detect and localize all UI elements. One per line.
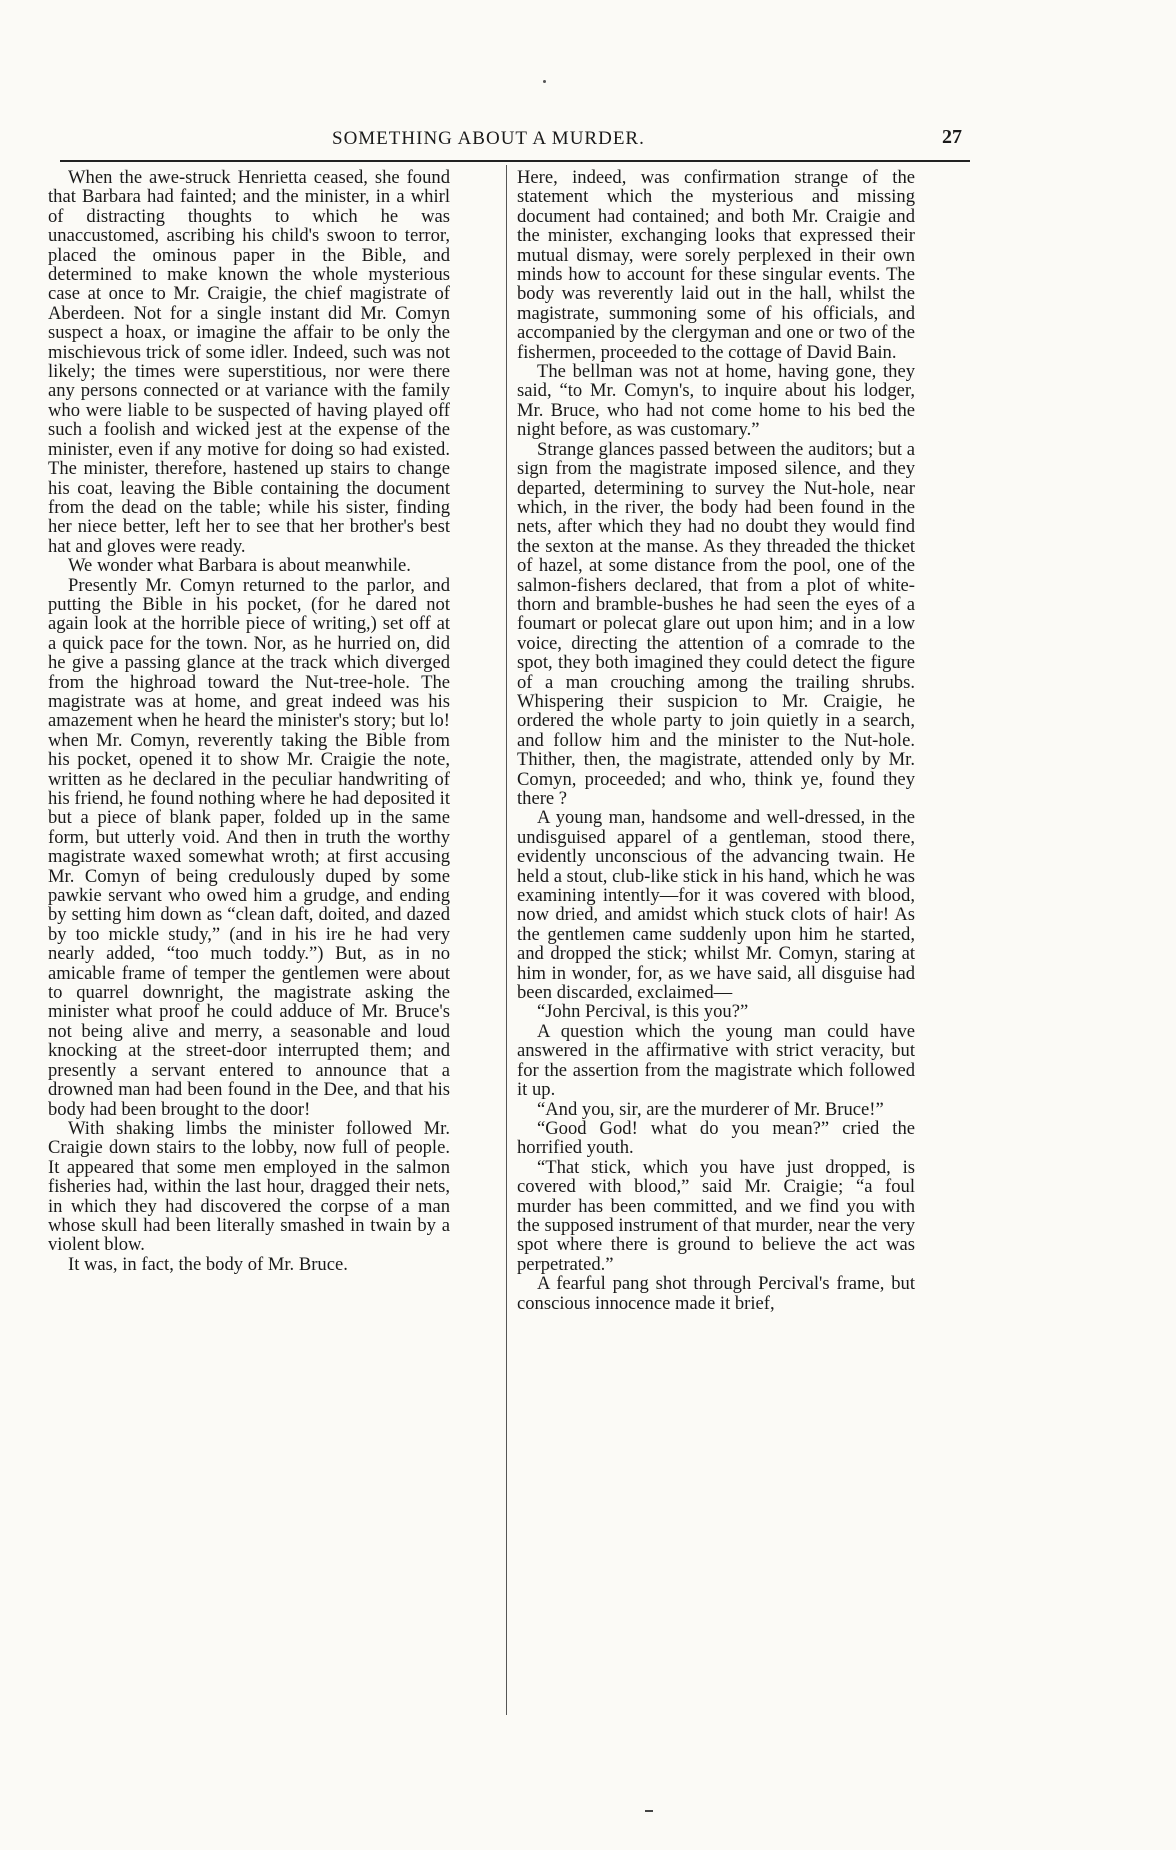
ink-mark bbox=[645, 1810, 653, 1812]
page-header bbox=[62, 128, 962, 154]
ink-speck bbox=[543, 80, 546, 83]
paragraph: When the awe-struck Henrietta ceased, she found that Barbara had fainted; and the minister, in a whirl of distracting thoughts to which he was unaccustomed, ascribing his child's swoon to terror, placed the ominous paper in the Bible, and determined to make known the whole mysterious case at once to Mr. Craigie, the chief magistrate of Aberdeen. Not for a single instant did Mr. Comyn suspect a hoax, or imagine the affair to be only the mischievous trick of some idler. Indeed, such was not likely; the times were superstitious, nor were there any persons connected or at variance with the family who were liable to be suspected of having played off such a foolish and wicked jest at the expense of the minister, even if any motive for doing so had existed. The minister, therefore, hastened up stairs to change his coat, leaving the Bible containing the document from the dead on the table; while his sister, finding her niece better, left her to see that her brother's best hat and gloves were ready. bbox=[48, 167, 450, 557]
paragraph: A young man, handsome and well-dressed, in the undisguised apparel of a gentleman, stood there, evidently unconscious of the advancing twain. He held a stout, club-like stick in his hand, which he was examining intently—for it was covered with blood, now dried, and amidst which stuck clots of hair! As the gentlemen came suddenly upon him he started, and dropped the stick; whilst Mr. Comyn, staring at him in wonder, for, as we have said, all disguise had been discarded, exclaimed— bbox=[517, 807, 915, 1004]
paragraph: A fearful pang shot through Percival's frame, but conscious innocence made it brief, bbox=[517, 1273, 915, 1314]
paragraph: “John Percival, is this you?” bbox=[537, 1001, 749, 1023]
page-number: 27 bbox=[942, 126, 962, 148]
paragraph: A question which the young man could have answered in the affirmative with strict veracity, but for the assertion from the magistrate which followed it up. bbox=[517, 1020, 915, 1101]
paragraph: “Good God! what do you mean?” cried the horrified youth. bbox=[517, 1117, 915, 1159]
paragraph: We wonder what Barbara is about meanwhile. bbox=[68, 555, 411, 577]
paragraph: Here, indeed, was confirmation strange of the statement which the mysterious and missing document had contained; and both Mr. Craigie and the minister, exchanging looks that expressed their mutual dismay, were sorely perplexed in their own minds how to account for these singular events. The body was reverently laid out in the hall, whilst the magistrate, summoning some of his officials, and accompanied by the clergyman and one or two of the fishermen, proceeded to the cottage of David Bain. bbox=[517, 167, 915, 363]
paragraph: “And you, sir, are the murderer of Mr. Bruce!” bbox=[537, 1098, 884, 1120]
paragraph: Strange glances passed between the auditors; but a sign from the magistrate imposed silence, and they departed, determining to survey the Nut-hole, near which, in the river, the body had been found in the nets, after which they had no doubt they would find the sexton at the manse. As they threaded the thicket of hazel, at some distance from the pool, one of the salmon-fishers declared, that from a plot of white-thorn and bramble-bushes he had seen the eyes of a foumart or polecat glare out upon him; and in a low voice, directing the attention of a comrade to the spot, they both imagined they could detect the figure of a man crouching among the trailing shrubs. Whispering their suspicion to Mr. Craigie, he ordered the whole party to join quietly in a search, and follow him and the minister to the Nut-hole. Thither, then, the magistrate, attended only by Mr. Comyn, proceeded; and who, think ye, found they there ? bbox=[517, 438, 915, 809]
paragraph: Presently Mr. Comyn returned to the parlor, and putting the Bible in his pocket, (for he dared not again look at the horrible piece of writing,) set off at a quick pace for the town. Nor, as he hurried on, did he give a passing glance at the track which diverged from the highroad toward the Nut-tree-hole. The magistrate was at home, and great indeed was his amazement when he heard the minister's story; but lo! when Mr. Comyn, reverently taking the Bible from his pocket, opened it to show Mr. Craigie the note, written as he declared in the peculiar handwriting of his friend, he found nothing where he had deposited it but a piece of blank paper, folded up in the same form, but utterly void. And then in truth the worthy magistrate waxed somewhat wroth; at first accusing Mr. Comyn of being credulously duped by some pawkie servant who owed him a grudge, and ending by setting him down as “clean daft, doited, and dazed by too mickle study,” (and in his ire he had very nearly added, “too much toddy.”) But, as in no amicable frame of temper the gentlemen were about to quarrel downright, the magistrate asking the minister what proof he could adduce of Mr. Bruce's not being alive and merry, a seasonable and loud knocking at the street-door interrupted them; and presently a servant entered to announce that a drowned man had been found in the Dee, and that his body had been brought to the door! bbox=[48, 574, 450, 1120]
right-column bbox=[517, 168, 915, 1313]
paragraph: “That stick, which you have just dropped, is covered with blood,” said Mr. Craigie; “a foul murder has been committed, and we find you with the supposed instrument of that murder, near the very spot where there is ground to believe the act was perpetrated.” bbox=[517, 1156, 915, 1275]
left-column bbox=[48, 168, 450, 1274]
header-rule bbox=[60, 160, 970, 162]
running-title: SOMETHING ABOUT A MURDER. bbox=[332, 128, 645, 149]
paragraph: With shaking limbs the minister followed Mr. Craigie down stairs to the lobby, now full of people. It appeared that some men employed in the salmon fisheries had, within the last hour, dragged their nets, in which they had discovered the corpse of a man whose skull had been literally smashed in twain by a violent blow. bbox=[48, 1117, 450, 1256]
paragraph: The bellman was not at home, having gone, they said, “to Mr. Comyn's, to inquire about his lodger, Mr. Bruce, who had not come home to his bed the night before, as was customary.” bbox=[517, 361, 915, 441]
column-divider bbox=[506, 165, 507, 1715]
paragraph: It was, in fact, the body of Mr. Bruce. bbox=[68, 1253, 348, 1275]
